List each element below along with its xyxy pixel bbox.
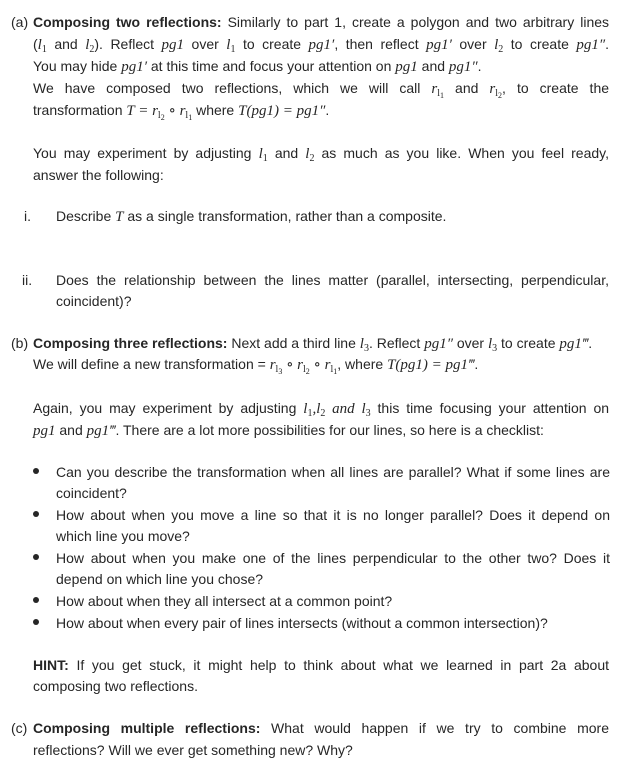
part-b-para-2-line-1: Again, you may experiment by adjusting $l_1,l_2$ and $l_3$ this time focusing your attention on (33, 400, 610, 419)
part-c-title: Composing multiple reflections: (33, 720, 261, 736)
bullet-5-dot (33, 619, 39, 625)
question-i: Describe T as a single transformation, rather than a composite. (56, 208, 447, 225)
part-b-title: Composing three reflections: (33, 335, 228, 351)
bullet-3-dot (33, 554, 39, 560)
part-a-line-2: ($l_1$ and $l_2$). Reflect pg1 over $l_1$ to create pg1′, then reflect pg1′ over $l_2$ to create pg1″. (33, 36, 610, 55)
question-ii-line-1: Does the relationship between the lines matter (parallel, intersecting, perpendicular, (56, 272, 609, 288)
hint-line-1: HINT: If you get stuck, it might help to think about what we learned in part 2a about (33, 657, 609, 673)
bullet-1-dot (33, 468, 39, 474)
checklist-item-1-line-1: Can you describe the transformation when all lines are parallel? What if some lines are (56, 464, 610, 480)
hint-line-2: composing two reflections. (33, 678, 198, 694)
bullet-4-dot (33, 597, 39, 603)
part-b-label: (b) (11, 335, 29, 351)
part-a-para-2-line-2: answer the following: (33, 167, 164, 183)
part-c-line-2: reflections? Will we ever get something new? Why? (33, 742, 353, 758)
part-c-label: (c) (11, 720, 28, 736)
checklist-item-1-line-2: coincident? (56, 485, 127, 501)
checklist-item-5: How about when every pair of lines intersects (without a common intersection)? (56, 615, 548, 631)
part-a-line-1: Composing two reflections: Similarly to part 1, create a polygon and two arbitrary lines (33, 14, 610, 30)
hint-label: HINT: (33, 657, 69, 673)
checklist-item-3-line-2: depend on which line you chose? (56, 571, 264, 587)
question-ii-label: ii. (22, 272, 33, 288)
part-a-line-4: We have composed two reflections, which we will call $r_{l_1}$ and $r_{l_2}$, to create the (33, 80, 610, 100)
question-i-label: i. (24, 208, 31, 224)
part-a-line-5: transformation $T = r_{l_2}$ ∘ $r_{l_1}$ where T(pg1) = pg1″. (33, 102, 330, 122)
part-b-line-1: Composing three reflections: Next add a third line $l_3$. Reflect pg1″ over $l_3$ to create pg1‴. (33, 335, 593, 354)
part-b-line-2: We will define a new transformation = $r_{l_3}$ ∘ $r_{l_2}$ ∘ $r_{l_1}$, where T(pg1) = pg1‴. (33, 356, 479, 376)
part-a-para-2-line-1: You may experiment by adjusting $l_1$ and $l_2$ as much as you like. When you feel ready, (33, 145, 610, 164)
checklist-item-2-line-2: which line you move? (56, 528, 190, 544)
question-ii-line-2: coincident)? (56, 293, 132, 309)
checklist-item-2-line-1: How about when you move a line so that it is no longer parallel? Does it depend on (56, 507, 610, 523)
bullet-2-dot (33, 511, 39, 517)
part-a-line-3: You may hide pg1′ at this time and focus your attention on pg1 and pg1″. (33, 58, 482, 75)
part-a-label: (a) (11, 14, 29, 30)
checklist-item-4: How about when they all intersect at a common point? (56, 593, 393, 609)
part-c-line-1: Composing multiple reflections: What would happen if we try to combine more (33, 720, 610, 736)
checklist-item-3-line-1: How about when you make one of the lines perpendicular to the other two? Does it (56, 550, 610, 566)
part-a-title: Composing two reflections: (33, 14, 222, 30)
part-b-para-2-line-2: pg1 and pg1‴. There are a lot more possibilities for our lines, so here is a checklist: (33, 422, 544, 439)
